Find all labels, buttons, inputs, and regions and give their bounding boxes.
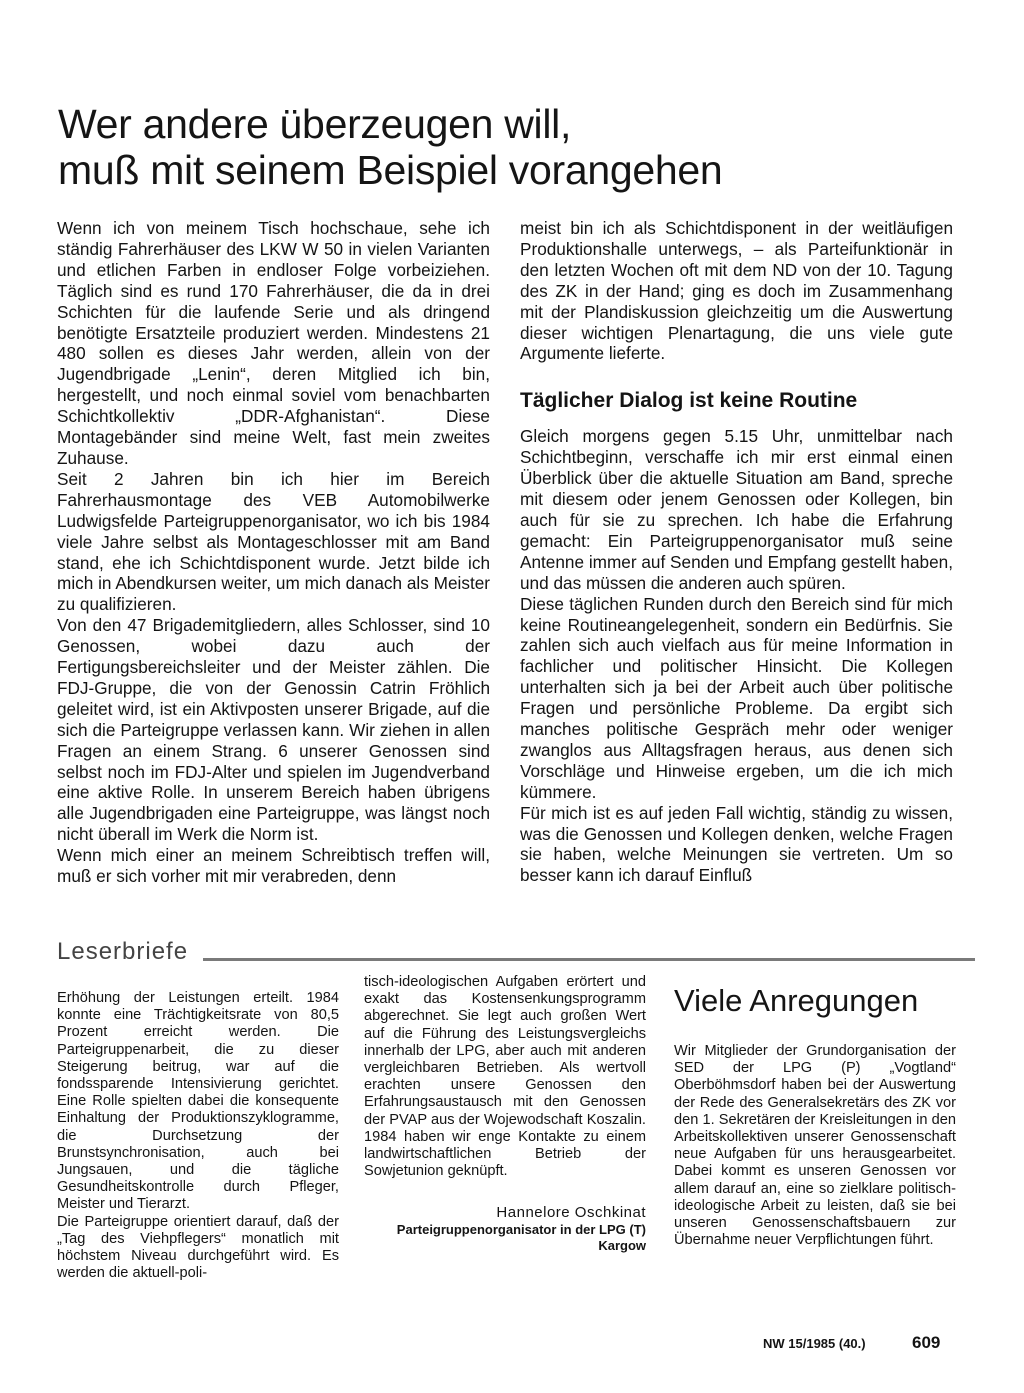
paragraph: Wenn ich von meinem Tisch hochschaue, sehe ich ständig Fahrerhäuser des LKW W 50 in vielen Varianten und etlichen Farben in endloser Folge vorbeiziehen. Täglich sind es rund 170 Fahrerhäuser, die da in drei Schichten für die laufende Serie und als dringend benötigte Ersatzteile produziert werden. Mindestens 21 480 sollen es dieses Jahr werden, allein von der Jugendbrigade „Lenin“, deren Mitglied ich bin, hergestellt, und noch einmal soviel vom benachbarten Schichtkollektiv „DDR-Afghanistan“. Diese Montagebänder sind meine Welt, fast mein zweites Zuhause. xyxy=(57,218,490,468)
paragraph: tisch-ideologischen Aufgaben erörtert und exakt das Kostensenkungsprogramm abgerechnet. Sie legt auch großen Wert auf die Führung des Leistungsvergleichs innerhalb der LPG, aber auch mit anderen vergleichbaren Betrieben. Als wertvoll erachten unsere Genossen den Erfahrungsaustausch mit den Genossen der PVAP aus der Wojewodschaft Koszalin. 1984 haben wir enge Kontakte zu einem landwirtschaftlichen Betrieb der Sowjetunion geknüpft. xyxy=(364,974,646,1180)
headline-line-1: Wer andere überzeugen will, xyxy=(58,101,572,148)
letter-signature xyxy=(364,1204,646,1253)
letter-heading: Viele Anregungen xyxy=(674,983,919,1018)
headline-line-2: muß mit seinem Beispiel vorangehen xyxy=(58,147,723,194)
author-name: Hannelore Oschkinat xyxy=(496,1204,646,1222)
paragraph: Die Parteigruppe orientiert darauf, daß der „Tag des Viehpflegers“ monatlich mit höchstem Niveau durchgeführt wird. Es werden die aktuell-poli- xyxy=(57,1213,339,1282)
author-location: Kargow xyxy=(598,1237,646,1253)
section-header xyxy=(57,934,977,974)
paragraph: Von den 47 Brigademitgliedern, alles Schlosser, sind 10 Genossen, wobei dazu auch der Fertigungsbereichsleiter und der Meister zählen. Die FDJ-Gruppe, die von der Genossin Catrin Fröhlich geleitet wird, ist ein Aktivposten unserer Brigade, auf die sich die Parteigruppe verlassen kann. Wir ziehen in allen Fragen an einem Strang. 6 unserer Genossen sind selbst noch im FDJ-Alter und spielen im Jugendverband eine aktive Rolle. In unserem Bereich haben übrigens alle Jugendbrigaden eine Parteigruppe, was längst noch nicht überall im Werk die Norm ist. xyxy=(57,615,490,845)
paragraph: Gleich morgens gegen 5.15 Uhr, unmittelbar nach Schichtbeginn, verschaffe ich mir erst einmal einen Überblick über die aktuelle Situation am Band, spreche mit diesem oder jenem Genossen oder Kollegen, bin auch für sie zu sprechen. Ich habe die Erfahrung gemacht: Ein Parteigruppenorganisator muß seine Antenne immer auf Senden und Empfang gestellt haben, und das müssen die anderen auch spüren. xyxy=(520,426,953,593)
paragraph: Diese täglichen Runden durch den Bereich sind für mich keine Routineangelegenheit, sondern ein Bedürfnis. Sie zahlen sich auch vielfach aus für meine Information in fachlicher und politischer Hinsicht. Die Kollegen unterhalten sich ja bei der Arbeit auch über politische Fragen und persönliche Probleme. Da ergibt sich manches politische Gespräch mehr oder weniger zwanglos aus Alltagsfragen heraus, aus denen sich Vorschläge und Hinweise ergeben, um die ich mich kümmere. xyxy=(520,593,953,802)
paragraph: meist bin ich als Schichtdisponent in der weitläufigen Produktionshalle unterwegs, – als Parteifunktionär in den letzten Wochen oft mit dem ND von der 10. Tagung des ZK in der Hand; ging es doch im Zusammenhang mit der Plandiskussion gleichzeitig um die Auswertung dieser wichtigen Plenartagung, die uns viele gute Argumente lieferte. xyxy=(520,218,953,364)
letter-column-3 xyxy=(674,1043,956,1249)
author-role: Parteigruppenorganisator in der LPG (T) xyxy=(396,1221,646,1237)
paragraph: Wir Mitglieder der Grundorganisation der SED der LPG (P) „Vogtland“ Oberböhmsdorf haben bei der Auswertung der Rede des Generalsekretärs des ZK vor den 1. Sekretären der Kreisleitungen in den Arbeitskollektiven unserer Genossenschaft neue Aufgaben für uns herausgearbeitet. Dabei kommt es unseren Genossen vor allem darauf an, eine so zielklare politisch-ideologische Arbeit zu leisten, daß sie bei unseren Genossenschaftsbauern zur Übernahme neuer Verpflichtungen führt. xyxy=(674,1043,956,1249)
paragraph: Erhöhung der Leistungen erteilt. 1984 konnte eine Trächtigkeitsrate von 80,5 Prozent erreicht werden. Die Parteigruppenarbeit, die zu dieser Steigerung beitrug, war auf die fondssparende Intensivierung gerichtet. Eine Rolle spielten dabei die konsequente Einhaltung der Produktionszyklogramme, die Durchsetzung der Brunstsynchronisation, auch bei Jungsauen, und die tägliche Gesundheitskontrolle durch Pfleger, Meister und Tierarzt. xyxy=(57,990,339,1213)
subheading: Täglicher Dialog ist keine Routine xyxy=(520,389,858,413)
letter-column-1 xyxy=(57,990,339,1282)
page-number: 609 xyxy=(912,1333,941,1352)
article-column-1 xyxy=(57,218,490,887)
issue-info: NW 15/1985 (40.) xyxy=(763,1336,866,1351)
paragraph: Wenn mich einer an meinem Schreibtisch treffen will, muß er sich vorher mit mir verabreden, denn xyxy=(57,845,490,887)
section-rule xyxy=(203,958,975,961)
page-headline xyxy=(58,101,958,193)
paragraph: Für mich ist es auf jeden Fall wichtig, ständig zu wissen, was die Genossen und Kollegen denken, welche Fragen sie haben, welche Meinungen sie vertreten. Um so besser kann ich darauf Einfluß xyxy=(520,802,953,886)
letter-column-2 xyxy=(364,974,646,1254)
section-label: Leserbriefe xyxy=(57,938,189,965)
paragraph: Seit 2 Jahren bin ich hier im Bereich Fahrerhausmontage des VEB Automobilwerke Ludwigsfelde Parteigruppenorganisator, wo ich bis 1984 viele Jahre selbst als Montageschlosser mit am Band stand, ehe ich Schichtdisponent wurde. Jetzt bilde ich mich in Abendkursen weiter, um mich danach als Meister zu qualifizieren. xyxy=(57,468,490,615)
article-column-2 xyxy=(520,218,953,886)
